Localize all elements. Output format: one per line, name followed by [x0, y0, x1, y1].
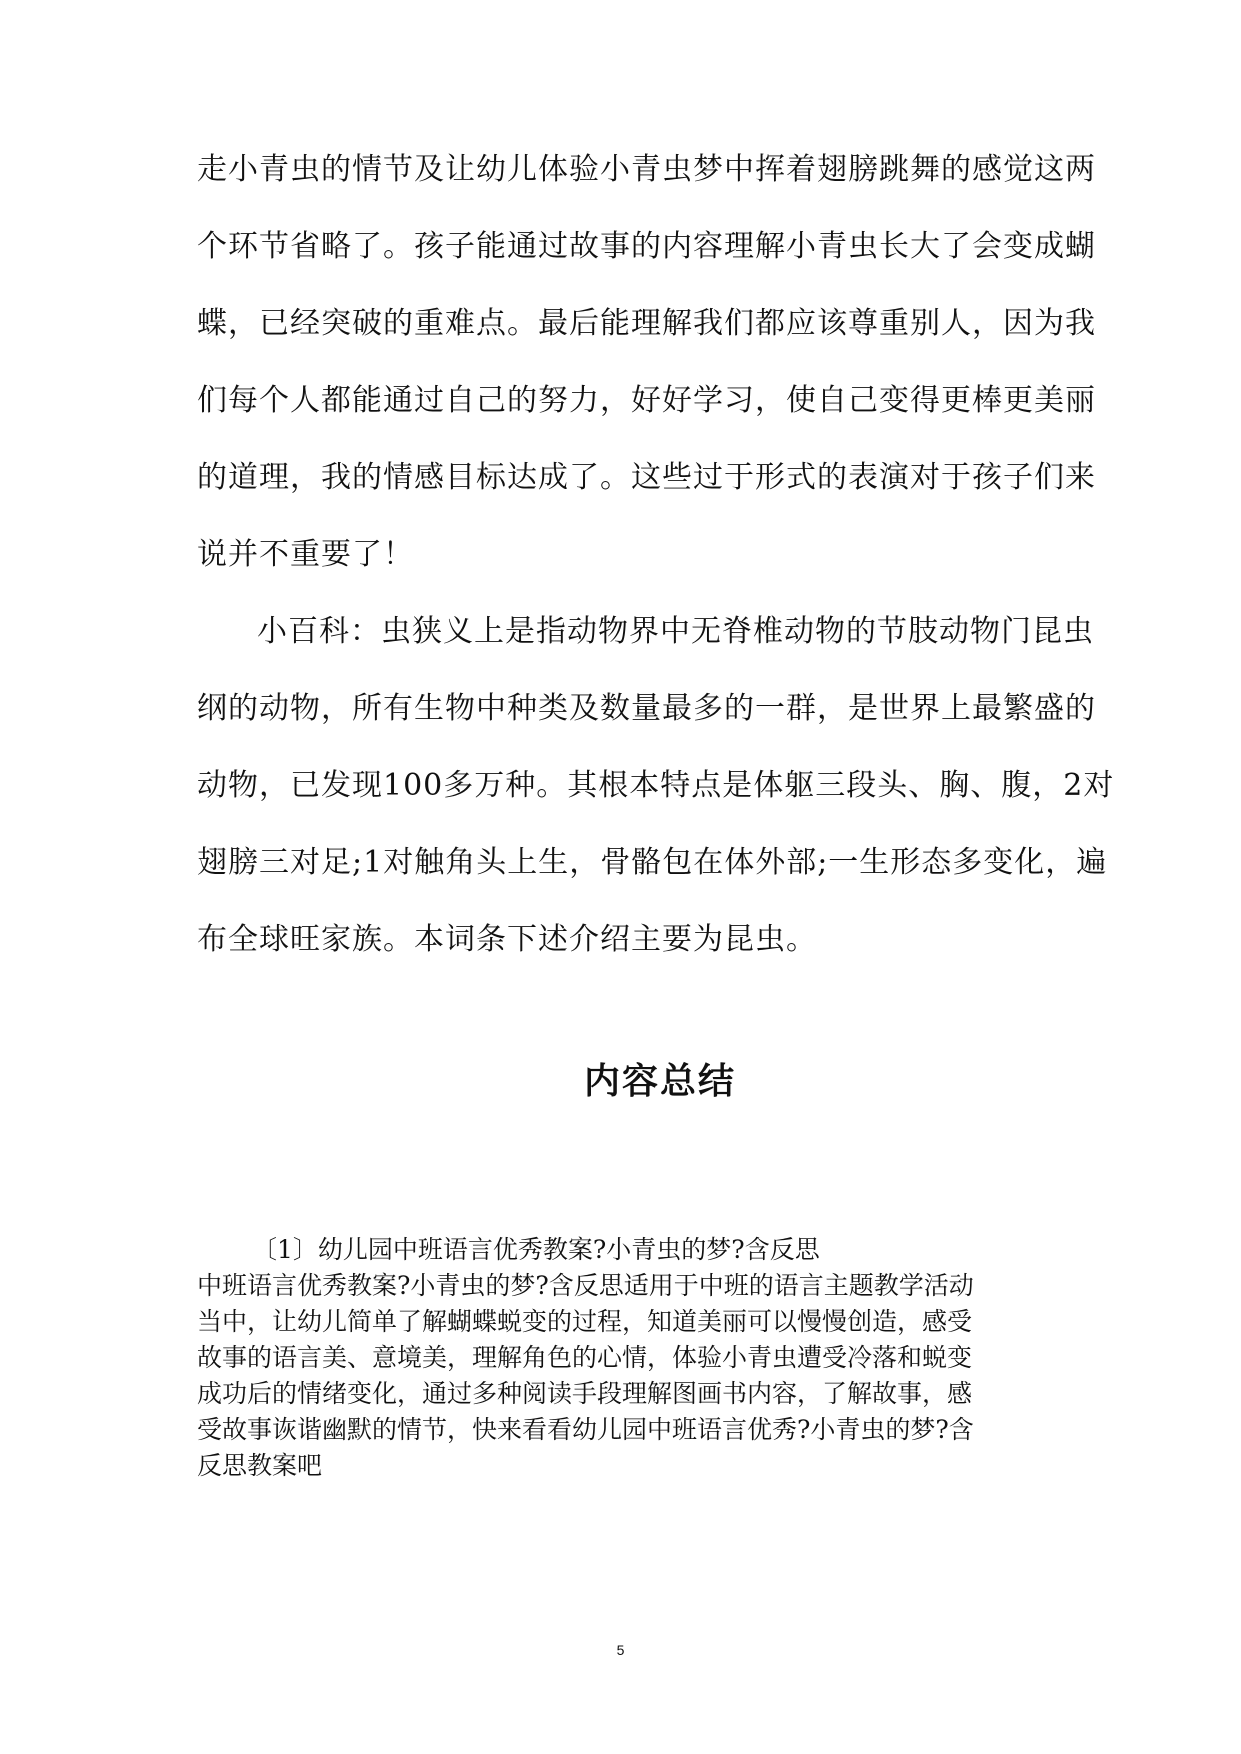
- summary-line: 当中，让幼儿简单了解蝴蝶蜕变的过程，知道美丽可以慢慢创造，感受: [197, 1307, 973, 1336]
- paragraph-line: 小百科：虫狭义上是指动物界中无脊椎动物的节肢动物门昆虫: [257, 614, 1094, 649]
- paragraph-line: 走小青虫的情节及让幼儿体验小青虫梦中挥着翅膀跳舞的感觉这两: [197, 152, 1096, 187]
- summary-line: 中班语言优秀教案?小青虫的梦?含反思适用于中班的语言主题教学活动: [197, 1271, 974, 1300]
- page-number: 5: [616, 1642, 625, 1658]
- summary-line: 故事的语言美、意境美，理解角色的心情，体验小青虫遭受冷落和蜕变: [197, 1343, 973, 1372]
- paragraph-line: 的道理，我的情感目标达成了。这些过于形式的表演对于孩子们来: [197, 460, 1096, 495]
- summary-line: 成功后的情绪变化，通过多种阅读手段理解图画书内容，了解故事，感: [197, 1379, 973, 1408]
- paragraph-line: 布全球旺家族。本词条下述介绍主要为昆虫。: [197, 922, 817, 957]
- summary-line: 反思教案吧: [197, 1451, 323, 1480]
- paragraph-line: 纲的动物，所有生物中种类及数量最多的一群，是世界上最繁盛的: [197, 691, 1096, 726]
- paragraph-line: 动物，已发现100多万种。其根本特点是体躯三段头、胸、腹，2对: [197, 768, 1115, 803]
- paragraph-line: 说并不重要了！: [197, 537, 414, 572]
- section-title: 内容总结: [583, 1061, 736, 1102]
- paragraph-line: 们每个人都能通过自己的努力，好好学习，使自己变得更棒更美丽: [197, 383, 1096, 418]
- summary-line: 受故事诙谐幽默的情节，快来看看幼儿园中班语言优秀?小青虫的梦?含: [197, 1415, 974, 1444]
- paragraph-line: 蝶，已经突破的重难点。最后能理解我们都应该尊重别人，因为我: [197, 306, 1096, 341]
- summary-line: 〔1〕幼儿园中班语言优秀教案?小青虫的梦?含反思: [252, 1235, 820, 1264]
- paragraph-line: 翅膀三对足;1对触角头上生，骨骼包在体外部;一生形态多变化，遍: [197, 845, 1108, 880]
- paragraph-line: 个环节省略了。孩子能通过故事的内容理解小青虫长大了会变成蝴: [197, 229, 1096, 264]
